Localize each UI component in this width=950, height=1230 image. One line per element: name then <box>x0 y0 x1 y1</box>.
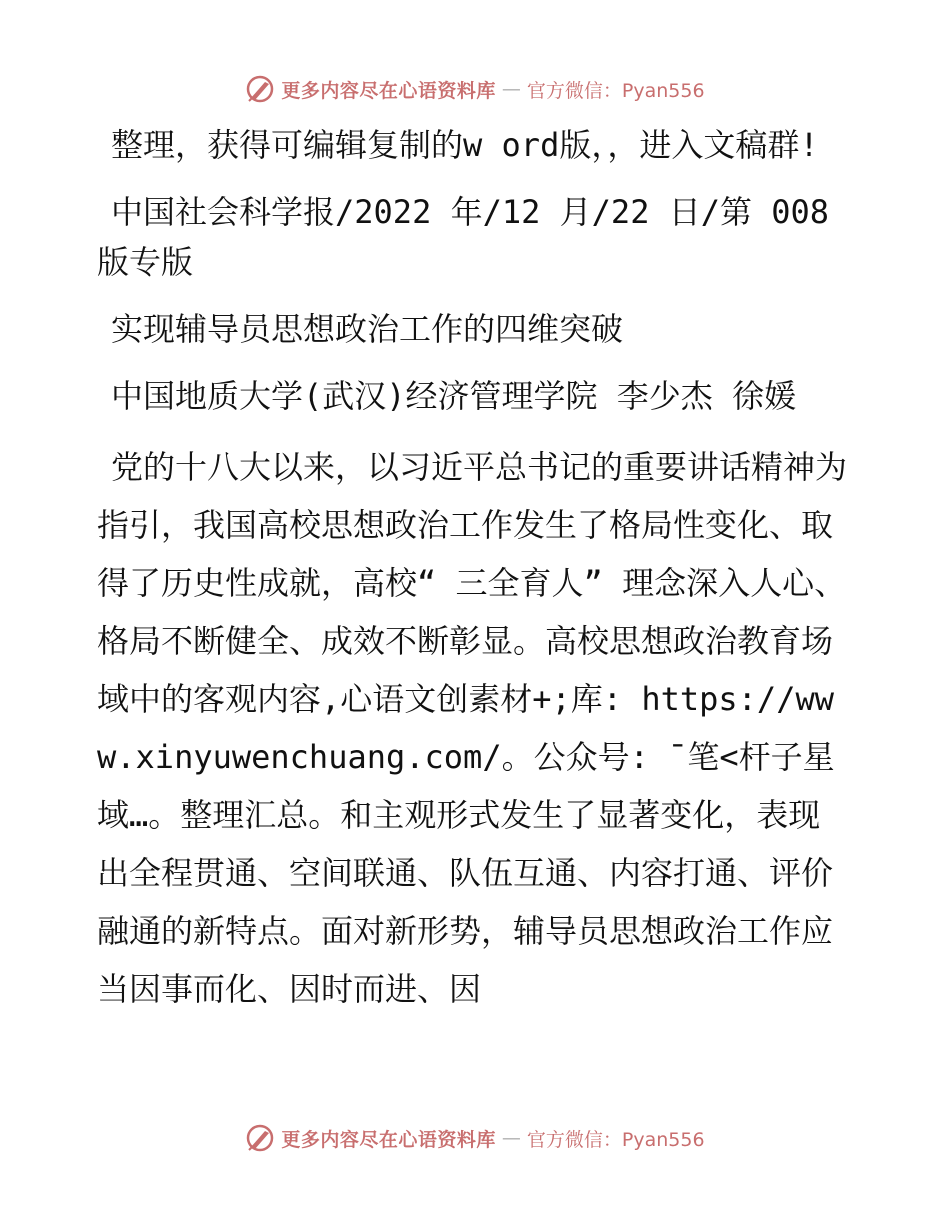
article-byline: 中国地质大学(武汉)经济管理学院 李少杰 徐媛 <box>111 377 797 415</box>
quill-pen-logo-icon <box>245 1123 275 1153</box>
watermark-wechat: 官方微信：Pyan556 <box>526 1128 705 1151</box>
watermark-text: 更多内容尽在心语资料库 <box>281 1128 496 1151</box>
watermark-dash: — <box>501 1127 521 1149</box>
article-body: 党的十八大以来，以习近平总书记的重要讲话精神为指引，我国高校思想政治工作发生了格局性变化、取得了历史性成就，高校“ 三全育人” 理念深入人心、格局不断健全、成效不断彰显。高校思想政治教育场域中的客观内容,心语文创素材+;库: https://www.xinyuwenchuang.com/。公众号: ¯笔<杆子星域…。整理汇总。和主观形式发生了显著变化，表现出全程贯通、空间联通、队伍互通、内容打通、评价融通的新特点。面对新形势，辅导员思想政治工作应当因事而化、因时而进、因 <box>97 448 848 1008</box>
watermark-text: 更多内容尽在心语资料库 <box>281 79 496 102</box>
article-title: 实现辅导员思想政治工作的四维突破 <box>111 310 624 348</box>
document-content <box>97 120 849 1035</box>
source-line: 中国社会科学报/2022 年/12 月/22 日/第 008 版专版 <box>97 193 830 281</box>
header-watermark <box>0 72 950 106</box>
quill-pen-logo-icon <box>245 74 275 104</box>
intro-line: 整理，获得可编辑复制的w ord版，，进入文稿群! <box>111 126 819 164</box>
watermark-dash: — <box>501 78 521 100</box>
footer-watermark <box>0 1121 950 1155</box>
watermark-wechat: 官方微信：Pyan556 <box>526 79 705 102</box>
